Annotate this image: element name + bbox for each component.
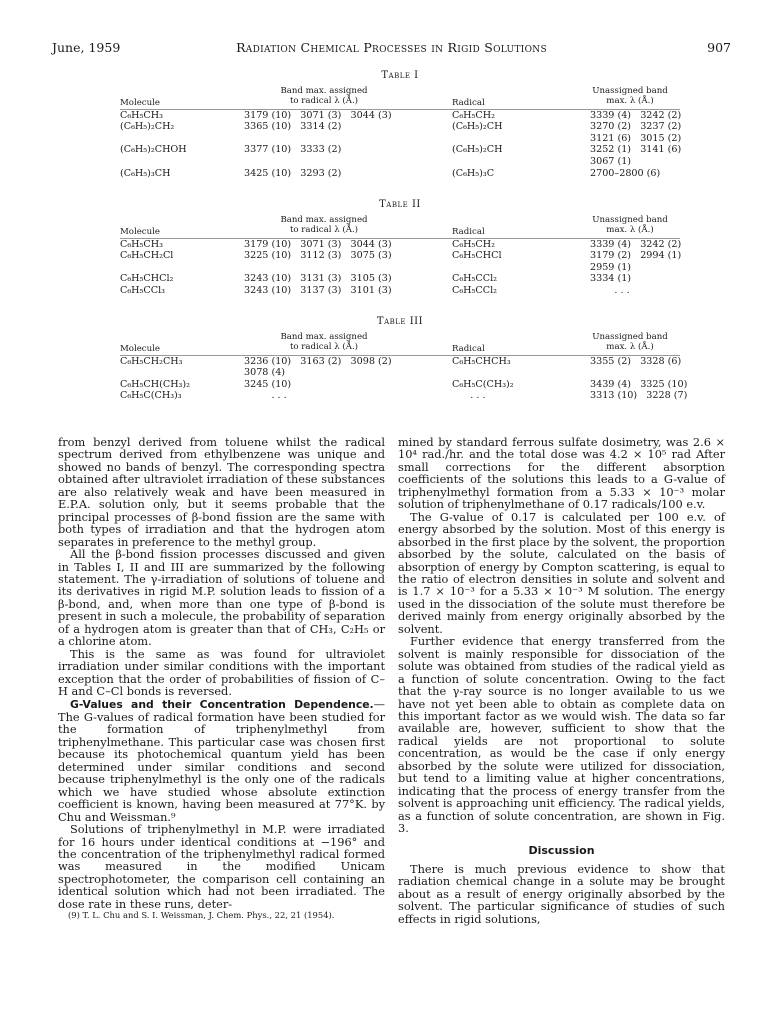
paragraph: The G-value of 0.17 is calculated per 100 e.v. of energy absorbed by the solution. Most of this energy is absorbed in the first place by the solvent, the proportion absorbed by the solute, calculated on the basis of absorption of energy by Compton scattering, is equal to the ratio of electron densities in solute and solvent and is 1.7 × 10⁻³ for a 5.33 × 10⁻³ M solution. The energy used in the dissociation of the solute must therefore be derived mainly from energy originally absorbed by the solvent. [398,509,725,636]
col-header-band-line1: Band max. assigned [280,85,368,96]
table-header [120,331,680,356]
col-header-radical: Radical [452,97,485,108]
col-header-radical: Radical [452,343,485,354]
col-header-unassigned-line2: max. λ (Å.) [606,341,654,352]
cell-radical: C₆H₅CCl₂ [452,273,497,285]
table-row [120,356,680,368]
table-row [120,133,680,145]
cell-radical: C₆H₅CH₂ [452,109,495,121]
cell-molecule: (C₆H₅)₃CH [120,167,171,179]
col-header-band-line1: Band max. assigned [280,214,368,225]
cell-radical: (C₆H₅)₂CH [452,121,503,133]
cell-radical: C₆H₅CHCH₃ [452,355,511,367]
header-date: June, 1959 [52,40,121,55]
cell-band: 3425 (10) 3293 (2) [244,167,342,179]
table-caption: Table II [379,199,421,210]
cell-molecule: C₆H₅CH₃ [120,109,163,121]
running-header [52,40,731,58]
table-row [120,168,680,180]
cell-molecule: C₆H₅CH₂Cl [120,250,174,262]
cell-band: 3365 (10) 3314 (2) [244,121,342,133]
cell-molecule: C₆H₅CH(CH₃)₂ [120,378,190,390]
section-heading: Discussion [528,843,595,857]
cell-unassigned: 3339 (4) 3242 (2) [590,238,682,250]
col-header-band-line2: to radical λ (Å.) [289,224,359,235]
cell-unassigned: . . . [590,284,630,296]
header-title: Radiation Chemical Processes in Rigid Solutions [236,40,547,55]
cell-radical: C₆H₅C(CH₃)₂ [452,378,514,390]
cell-unassigned: 3313 (10) 3228 (7) [590,390,688,402]
table-caption: Table III [376,316,424,327]
table-row [120,250,680,262]
table-row [120,390,688,402]
col-header-unassigned-line1: Unassigned band [592,214,668,225]
paragraph: This is the same as was found for ultraviolet irradiation under similar conditions with the important exception that the order of probabilities of fission of C–H and C–Cl bonds is reversed. [58,646,385,699]
cell-molecule: C₆H₅CCl₃ [120,284,165,296]
col-header-band-line2: to radical λ (Å.) [289,341,359,352]
cell-unassigned: 2700–2800 (6) [590,167,661,179]
cell-molecule: (C₆H₅)₂CHOH [120,144,187,156]
paragraph: There is much previous evidence to show that radiation chemical change in a solute may be brought about as a result of energy originally absorbed by the solvent. The particular significance of studies of such effects in rigid solutions, [398,861,725,926]
table-row [120,378,688,391]
cell-unassigned: 3439 (4) 3325 (10) [590,378,688,390]
col-header-unassigned-line2: max. λ (Å.) [606,95,654,106]
col-header-molecule: Molecule [120,226,160,237]
cell-unassigned: 3339 (4) 3242 (2) [590,109,682,121]
cell-band: 3243 (10) 3137 (3) 3101 (3) [244,284,392,296]
cell-radical: (C₆H₅)₃C [452,167,495,179]
col-header-band-line2: to radical λ (Å.) [289,95,359,106]
left-column [58,436,385,921]
table-header [120,85,680,110]
col-header-molecule: Molecule [120,343,160,354]
paragraph: mined by standard ferrous sulfate dosimetry, was 2.6 × 10⁴ rad./hr. and the total dose was 4.2 × 10⁵ rad After small corrections for the different absorption coefficients of the solutions this leads to a G-value of triphenylmethyl formation from a 5.33 × 10⁻³ molar solution of triphenylmethane of 0.17 radicals/100 e.v. [398,435,725,512]
table-row [120,144,680,156]
col-header-unassigned-line1: Unassigned band [592,85,668,96]
cell-radical: C₆H₅CCl₂ [452,284,497,296]
table-1 [120,70,680,179]
table-row [120,273,680,285]
paragraph: Further evidence that energy transferred from the solvent is mainly responsible for dissociation of the solute was obtained from studies of the radical yield as a function of solute concentration. Owing to the fact that the γ-ray source is no longer available to us we have not yet been able to obtain as complete data on this important factor as we would wish. The data so far available are, however, sufficient to show that the radical yields are not proportional to solute concentration, as would be the case if only energy absorbed by the solute were utilized for dissociation, but tend to a limiting value at higher concentrations, indicating that the process of energy transfer from the solvent is approaching unit efficiency. The radical yields, as a function of solute concentration, are shown in Fig. 3. [398,634,725,836]
cell-unassigned: 3121 (6) 3015 (2) [590,132,682,144]
cell-unassigned: 3270 (2) 3237 (2) [590,121,682,133]
cell-radical: (C₆H₅)₂CH [452,144,503,156]
section-heading: G-Values and their Concentration Dependence. [70,697,374,711]
cell-band: 3245 (10) [244,378,292,390]
col-header-unassigned-line1: Unassigned band [592,331,668,342]
cell-radical: C₆H₅CH₂ [452,238,495,250]
cell-unassigned: 3355 (2) 3328 (6) [590,355,682,367]
footnote: (9) T. L. Chu and S. I. Weissman, J. Chem. Phys., 22, 21 (1954). [68,910,335,921]
paragraph: from benzyl derived from toluene whilst the radical spectrum derived from ethylbenzene was unique and showed no bands of benzyl. The corresponding spectra obtained after ultraviolet irradiation of these substances are also relatively weak and have been measured in E.P.A. solution only, but it seems probable that the principal processes of β-bond fission are the same with both types of irradiation and that the hydrogen atom separates in preference to the methyl group. [58,435,385,549]
cell-band: 3243 (10) 3131 (3) 3105 (3) [244,273,392,285]
paragraph: Solutions of triphenylmethyl in M.P. were irradiated for 16 hours under identical conditions at −196° and the concentration of the triphenylmethyl radical formed was measured in the modified Unicam spectrophotometer, the comparison cell containing an identical solution which had not been irradiated. The dose rate in these runs, deter- [58,822,385,911]
col-header-band-line1: Band max. assigned [280,331,368,342]
table-row [120,110,680,122]
cell-molecule: C₆H₅CH₃ [120,238,163,250]
table-caption: Table I [381,70,419,81]
table-header [120,214,680,239]
cell-band: 3078 (4) [244,367,286,379]
cell-band: 3225 (10) 3112 (3) 3075 (3) [244,250,392,262]
paragraph [58,698,385,824]
cell-band: 3377 (10) 3333 (2) [244,144,342,156]
table-row [120,239,680,251]
paragraph: All the β-bond fission processes discussed and given in Tables I, II and III are summarized by the following statement. The γ-irradiation of solutions of toluene and its derivatives in rigid M.P. solution leads to fission of a β-bond, and, when more than one type of β-bond is present in such a molecule, the probability of separation of a hydrogen atom is greater than that of CH₃, C₂H₅ or a chlorine atom. [58,547,385,649]
table-row [120,262,680,274]
cell-unassigned: 3179 (2) 2994 (1) [590,250,682,262]
cell-unassigned: 3334 (1) [590,273,632,285]
cell-radical: C₆H₅CHCl [452,250,502,262]
cell-radical: . . . [452,390,486,402]
cell-band: 3179 (10) 3071 (3) 3044 (3) [244,238,392,250]
cell-molecule: C₆H₅C(CH₃)₃ [120,390,182,402]
table-row [120,121,680,133]
table-3 [120,316,688,402]
right-column [398,436,725,925]
col-header-molecule: Molecule [120,97,160,108]
cell-band: 3179 (10) 3071 (3) 3044 (3) [244,109,392,121]
cell-unassigned: 3252 (1) 3141 (6) [590,144,682,156]
col-header-radical: Radical [452,226,485,237]
table-row [120,156,680,168]
cell-molecule: C₆H₅CHCl₂ [120,273,174,285]
paragraph-text: —The G-values of radical formation have been studied for the formation of triphenylmethyl from triphenylmethane. This particular case was chosen first because its photochemical quantum yield has been determined under similar conditions and second because triphenylmethyl is the only one of the radicals which we have studied whose absolute extinction coefficient is known, having been measured at 77°K. by Chu and Weissman.⁹ [58,696,385,824]
cell-molecule: (C₆H₅)₂CH₂ [120,121,175,133]
cell-band: . . . [244,390,287,402]
cell-unassigned: 3067 (1) [590,155,632,167]
col-header-unassigned-line2: max. λ (Å.) [606,224,654,235]
cell-molecule: C₆H₅CH₂CH₃ [120,355,183,367]
page-number: 907 [707,40,731,55]
table-2 [120,199,680,297]
table-row [120,285,680,297]
cell-band: 3236 (10) 3163 (2) 3098 (2) [244,355,392,367]
table-row [120,367,680,379]
cell-unassigned: 2959 (1) [590,261,632,273]
